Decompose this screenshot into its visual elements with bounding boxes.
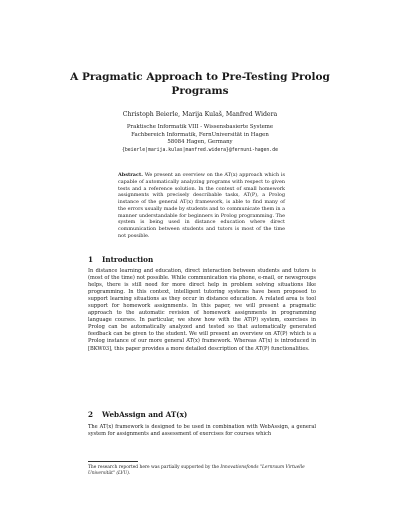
section-2-body (88, 424, 316, 438)
affiliation (60, 124, 340, 154)
section-2-number: 2 (88, 410, 94, 419)
abstract-text: We present an overview on the AT(x) approach which is capable of automatically analyzing programs with respect to given tests and a reference solution. In the context of small homework assignments with precisely describable tasks, AT(P), a Prolog instance of the general AT(x) framework, is able to find many of the errors usually made by students and to communicate them in a manner understandable for beginners in Prolog programming. The system is being used in distance education where direct communication between students and tutors is most of the time not possible. (118, 172, 285, 239)
abstract (118, 172, 285, 240)
affiliation-line-3: 58084 Hagen, Germany (167, 139, 233, 145)
section-1-paragraph: In distance learning and education, direct interaction between students and tutors is (most of the time) not possible. While communication via phone, e-mail, or newsgroups helps, there is still need for more direct help in problem solving situations like programming. In this context, intelligent tutoring systems have been proposed to support learning situations as they occur in distance education. A related area is tool support for homework assignments. In this paper, we will present a pragmatic approach to the automatic revision of homework assignments in programming language courses. In particular, we show how with the AT(P) system, exercises in Prolog can be automatically analyzed and tested so that automatically generated feedback can be given to the student. We will present an overview on AT(P) which is a Prolog instance of our more general AT(x) framework. Whereas AT(x) is introduced in [BKW03], this paper provides a more detailed description of the AT(P) functionalities. (88, 268, 316, 352)
authors: Christoph Beierle, Marija Kulaš, Manfred Widera (122, 111, 278, 118)
footnote-fund-name: Innovationsfonds "Lernraum Virtuelle Universität" (LVU) (88, 465, 305, 477)
paper-title (60, 70, 340, 98)
section-1-title: Introduction (102, 255, 154, 264)
footnote-end: . (129, 471, 131, 477)
abstract-label: Abstract. (118, 172, 143, 178)
section-1-heading (88, 255, 153, 264)
author-emails: {beierle|marija.kulas|manfred.widera}@fernuni-hagen.de (122, 147, 278, 153)
footnote-text: The research reported here was partially supported by the (88, 465, 219, 470)
affiliation-line-2: Fachbereich Informatik, FernUniversität in Hagen (131, 131, 269, 138)
section-1-body (88, 268, 316, 353)
section-2-heading (88, 410, 187, 419)
footnote-rule (88, 461, 138, 462)
section-2-paragraph: The AT(x) framework is designed to be used in combination with WebAssign, a general system for assignments and assessment of exercises for courses which (88, 424, 316, 438)
footnote (88, 465, 316, 477)
title-line-1: A Pragmatic Approach to Pre-Testing Prolog (70, 71, 330, 83)
section-2-title: WebAssign and AT(x) (102, 410, 188, 419)
title-line-2: Programs (171, 85, 229, 97)
affiliation-line-1: Praktische Informatik VIII - Wissensbasierte Systeme (126, 124, 274, 130)
section-1-number: 1 (88, 255, 94, 264)
